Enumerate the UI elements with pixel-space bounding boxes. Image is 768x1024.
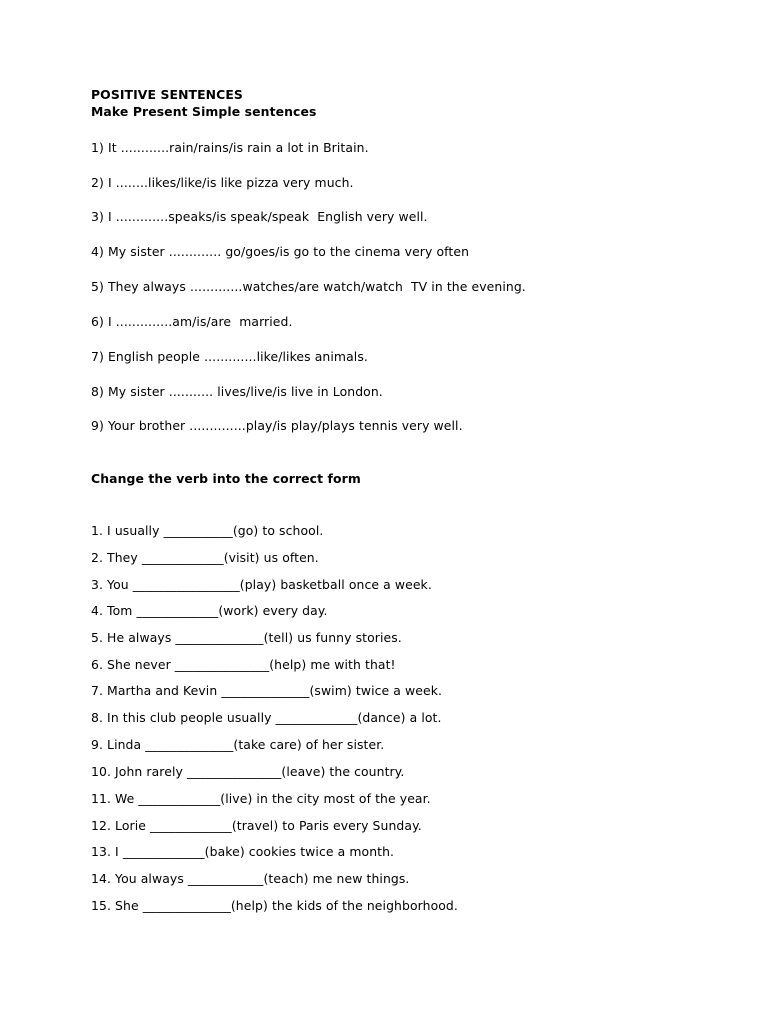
exercise-2-item: 12. Lorie _____________(travel) to Paris every Sunday. <box>91 818 422 833</box>
exercise-1-item: 9) Your brother ..............play/is play/plays tennis very well. <box>91 418 463 433</box>
exercise-1-item: 3) I .............speaks/is speak/speak English very well. <box>91 209 428 224</box>
exercise-1-item: 5) They always .............watches/are watch/watch TV in the evening. <box>91 279 526 294</box>
exercise-2-item: 11. We _____________(live) in the city most of the year. <box>91 791 431 806</box>
exercise-2-item: 4. Tom _____________(work) every day. <box>91 603 328 618</box>
exercise-2-item: 15. She ______________(help) the kids of the neighborhood. <box>91 898 458 913</box>
section-heading-positive-sentences: POSITIVE SENTENCES <box>91 87 243 102</box>
exercise-2-item: 14. You always ____________(teach) me new things. <box>91 871 410 886</box>
exercise-2-item: 9. Linda ______________(take care) of her sister. <box>91 737 385 752</box>
exercise-2-item: 2. They _____________(visit) us often. <box>91 550 319 565</box>
exercise-2-item: 5. He always ______________(tell) us funny stories. <box>91 630 402 645</box>
exercise-2-item: 3. You _________________(play) basketball once a week. <box>91 577 432 592</box>
exercise-2-item: 13. I _____________(bake) cookies twice a month. <box>91 844 395 859</box>
exercise-2-item: 8. In this club people usually _____________(dance) a lot. <box>91 710 442 725</box>
exercise-2-item: 10. John rarely _______________(leave) the country. <box>91 764 405 779</box>
section-heading-change-verb: Change the verb into the correct form <box>91 471 361 486</box>
exercise-1-item: 2) I ........likes/like/is like pizza very much. <box>91 175 354 190</box>
exercise-2-item: 1. I usually ___________(go) to school. <box>91 523 324 538</box>
section-subheading-present-simple: Make Present Simple sentences <box>91 104 317 119</box>
exercise-1-item: 4) My sister ............. go/goes/is go to the cinema very often <box>91 244 470 259</box>
exercise-2-item: 6. She never _______________(help) me with that! <box>91 657 396 672</box>
exercise-1-item: 7) English people .............like/likes animals. <box>91 349 368 364</box>
exercise-1-item: 8) My sister ........... lives/live/is live in London. <box>91 384 383 399</box>
exercise-1-item: 1) It ............rain/rains/is rain a lot in Britain. <box>91 140 369 155</box>
exercise-1-item: 6) I ..............am/is/are married. <box>91 314 293 329</box>
exercise-2-item: 7. Martha and Kevin ______________(swim) twice a week. <box>91 683 443 698</box>
